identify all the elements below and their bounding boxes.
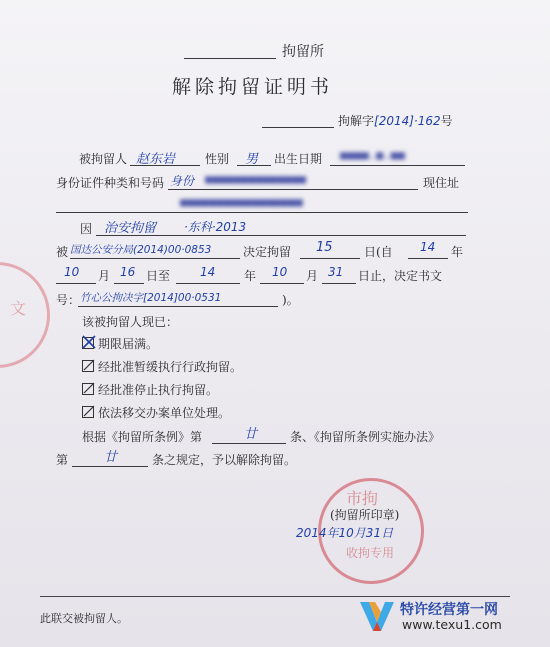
institution-name-blank: [184, 58, 276, 59]
doc-number-year: [2014]: [374, 114, 414, 128]
days: 15: [316, 240, 333, 255]
seal-label: (拘留所印章): [330, 508, 400, 522]
label-gender: 性别: [205, 152, 230, 166]
seal-top-text: 市拘: [346, 489, 379, 508]
from-day: 16: [120, 265, 136, 279]
watermark-name: 特许经营第一网: [400, 602, 498, 618]
address-underline: [56, 212, 468, 213]
id-masked: ■■■■■■■■■■■■■■: [205, 172, 307, 186]
option-text: 经批准暂缓执行行政拘留。: [98, 360, 243, 374]
label-docnum-end: )。: [282, 293, 299, 307]
label-cause: 因: [80, 222, 93, 236]
label-by: 被: [56, 245, 69, 259]
to-month-underline: [260, 283, 304, 284]
from-year-underline: [408, 258, 448, 259]
seal-bottom-text: 收拘专用: [346, 546, 395, 560]
doc-number-label: 拘解字: [338, 114, 375, 128]
from-month-underline: [56, 283, 96, 284]
doc-number: [338, 112, 453, 129]
option-text: 期限届满。: [98, 337, 159, 351]
basis-line1-b: 条、《拘留所条例实施办法》: [290, 430, 441, 444]
doc-number-num: ·162: [413, 114, 441, 128]
label-month1: 月: [98, 269, 111, 283]
label-month2: 月: [306, 269, 319, 283]
document-title: 解除拘留证明书: [172, 76, 334, 98]
birth-masked: ■■■■.■.■■: [340, 148, 406, 162]
footer-note: 此联交被拘留人。: [40, 612, 128, 625]
by-underline: [70, 258, 240, 259]
decision-number: 竹心公拘决字[2014]00·0531: [80, 292, 222, 304]
footer-divider: [40, 596, 510, 597]
doc-number-suffix: 号: [440, 114, 453, 128]
status-option-transferred: [82, 404, 230, 421]
cause-extra: ·东科·2013: [184, 220, 247, 234]
label-day2: 日止，决定书文: [358, 269, 443, 283]
article2: 廿: [104, 450, 118, 465]
detainee-gender: 男: [245, 152, 259, 167]
label-day-from: 日(自: [364, 245, 393, 259]
option-text: 依法移交办案单位处理。: [98, 406, 231, 420]
birth-underline: [330, 165, 465, 166]
from-month: 10: [64, 265, 80, 279]
cause: 治安拘留: [104, 221, 157, 236]
from-year: 14: [420, 240, 436, 254]
article1-underline: [212, 443, 286, 444]
watermark-url: www.texu1.com: [402, 617, 502, 632]
label-address: 现住址: [423, 176, 460, 190]
status-intro: 该被拘留人现已：: [82, 315, 179, 329]
option-text: 经批准停止执行拘留。: [98, 383, 219, 397]
signature-date: 2014年10月31日: [296, 526, 394, 540]
days-underline: [300, 258, 360, 259]
status-option-suspended: [82, 358, 242, 375]
label-id: 身份证件种类和号码: [56, 176, 165, 190]
basis-line1-a: 根据《拘留所条例》第: [82, 430, 203, 444]
left-seal-text: 文: [10, 299, 27, 318]
id-underline: [168, 189, 418, 190]
to-day: 31: [328, 265, 344, 279]
label-decision: 决定拘留: [243, 245, 292, 259]
checkbox-transferred: [82, 406, 94, 418]
article2-underline: [72, 466, 148, 467]
to-year: 14: [200, 265, 216, 279]
to-year-underline: [176, 283, 240, 284]
to-month: 10: [272, 265, 288, 279]
label-year2: 年: [244, 269, 257, 283]
article1: 廿: [244, 427, 258, 442]
to-day-underline: [322, 283, 356, 284]
institution-suffix: 拘留所: [282, 44, 324, 60]
status-option-expired: [82, 335, 158, 352]
id-type: 身份: [170, 174, 195, 188]
basis-line2-b: 条之规定，予以解除拘留。: [152, 453, 297, 467]
checkbox-stopped: [82, 383, 94, 395]
by-text: 国达公安分局(2014)00·0853: [70, 244, 212, 256]
label-detainee-name: 被拘留人: [79, 152, 128, 166]
watermark-logo-icon: [358, 598, 396, 634]
docnum-underline: [78, 306, 278, 307]
label-day1: 日至: [146, 269, 171, 283]
status-option-stopped: [82, 381, 218, 398]
address-masked: ■■■■■■■■■■■■■■■■■: [180, 195, 303, 209]
checkbox-expired: [82, 337, 94, 349]
label-birth: 出生日期: [274, 152, 323, 166]
label-docnum: 号：: [56, 293, 81, 307]
detainee-name: 赵东岩: [136, 152, 176, 167]
basis-line2-a: 第: [56, 453, 69, 467]
checkbox-suspended: [82, 360, 94, 372]
from-day-underline: [114, 283, 144, 284]
label-year1: 年: [451, 245, 464, 259]
doc-number-blank: [262, 127, 334, 128]
